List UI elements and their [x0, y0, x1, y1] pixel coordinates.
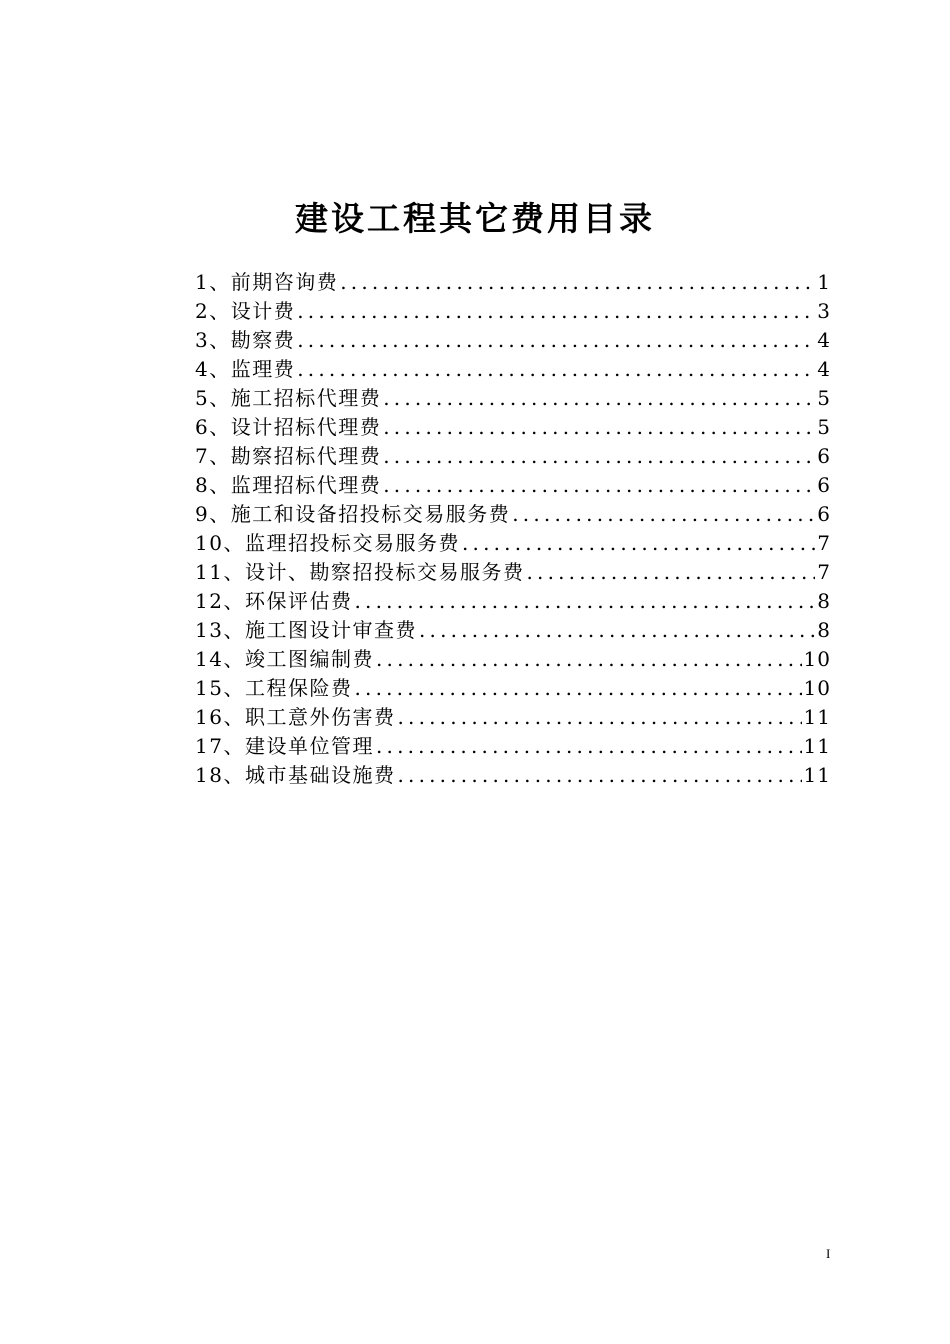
toc-dot-leader — [383, 413, 815, 442]
toc-entry[interactable] — [195, 703, 831, 732]
toc-dot-leader — [297, 326, 815, 355]
toc-entry-label: 17、建设单位管理 — [195, 734, 374, 758]
toc-dot-leader — [376, 732, 802, 761]
toc-dot-leader — [376, 645, 802, 674]
toc-entry-label: 7、勘察招标代理费 — [195, 444, 382, 468]
toc-entry-page: 10 — [803, 676, 831, 700]
toc-entry-page: 4 — [817, 357, 831, 381]
toc-dot-leader — [383, 471, 815, 500]
toc-entry[interactable] — [195, 384, 831, 413]
toc-entry-page: 4 — [817, 328, 831, 352]
toc-entry-page: 5 — [817, 415, 831, 439]
toc-dot-leader — [340, 268, 815, 297]
toc-entry-label: 15、工程保险费 — [195, 676, 353, 700]
toc-entry-label: 3、勘察费 — [195, 328, 296, 352]
toc-entry[interactable] — [195, 761, 831, 790]
toc-entry[interactable] — [195, 326, 831, 355]
toc-entry-page: 5 — [817, 386, 831, 410]
toc-dot-leader — [297, 297, 815, 326]
toc-entry[interactable] — [195, 442, 831, 471]
toc-entry[interactable] — [195, 587, 831, 616]
toc-dot-leader — [354, 674, 801, 703]
toc-entry[interactable] — [195, 297, 831, 326]
toc-entry[interactable] — [195, 732, 831, 761]
toc-entry[interactable] — [195, 500, 831, 529]
toc-entry-label: 9、施工和设备招投标交易服务费 — [195, 502, 511, 526]
toc-entry-label: 1、前期咨询费 — [195, 270, 339, 294]
toc-entry-page: 7 — [817, 531, 831, 555]
toc-dot-leader — [383, 384, 815, 413]
toc-dot-leader — [397, 703, 801, 732]
table-of-contents — [195, 268, 831, 790]
toc-entry[interactable] — [195, 413, 831, 442]
toc-entry-label: 5、施工招标代理费 — [195, 386, 382, 410]
toc-dot-leader — [462, 529, 815, 558]
toc-entry[interactable] — [195, 674, 831, 703]
toc-entry-label: 6、设计招标代理费 — [195, 415, 382, 439]
toc-entry-page: 11 — [803, 705, 831, 729]
toc-entry-label: 12、环保评估费 — [195, 589, 353, 613]
toc-dot-leader — [526, 558, 815, 587]
toc-entry[interactable] — [195, 268, 831, 297]
toc-dot-leader — [512, 500, 815, 529]
toc-dot-leader — [397, 761, 801, 790]
toc-entry-label: 11、设计、勘察招投标交易服务费 — [195, 560, 525, 584]
toc-dot-leader — [297, 355, 815, 384]
toc-entry-page: 6 — [817, 444, 831, 468]
toc-dot-leader — [354, 587, 815, 616]
toc-entry-label: 14、竣工图编制费 — [195, 647, 374, 671]
page-number: I — [826, 1246, 831, 1261]
toc-entry-page: 3 — [817, 299, 831, 323]
toc-entry[interactable] — [195, 471, 831, 500]
toc-entry-page: 11 — [803, 734, 831, 758]
toc-entry-page: 8 — [817, 618, 831, 642]
toc-entry-page: 1 — [817, 270, 831, 294]
toc-entry-label: 13、施工图设计审查费 — [195, 618, 417, 642]
toc-entry-page: 11 — [803, 763, 831, 787]
toc-entry[interactable] — [195, 355, 831, 384]
toc-entry-page: 10 — [803, 647, 831, 671]
toc-entry[interactable] — [195, 529, 831, 558]
toc-entry-label: 10、监理招投标交易服务费 — [195, 531, 460, 555]
toc-entry-label: 16、职工意外伤害费 — [195, 705, 396, 729]
toc-dot-leader — [383, 442, 815, 471]
toc-entry-label: 2、设计费 — [195, 299, 296, 323]
toc-entry-label: 18、城市基础设施费 — [195, 763, 396, 787]
toc-entry-page: 6 — [817, 473, 831, 497]
toc-dot-leader — [419, 616, 815, 645]
toc-entry[interactable] — [195, 616, 831, 645]
toc-entry-label: 8、监理招标代理费 — [195, 473, 382, 497]
toc-entry-page: 6 — [817, 502, 831, 526]
toc-entry[interactable] — [195, 645, 831, 674]
page-title: 建设工程其它费用目录 — [295, 199, 655, 238]
toc-entry-page: 7 — [817, 560, 831, 584]
toc-entry-label: 4、监理费 — [195, 357, 296, 381]
toc-entry[interactable] — [195, 558, 831, 587]
toc-entry-page: 8 — [817, 589, 831, 613]
